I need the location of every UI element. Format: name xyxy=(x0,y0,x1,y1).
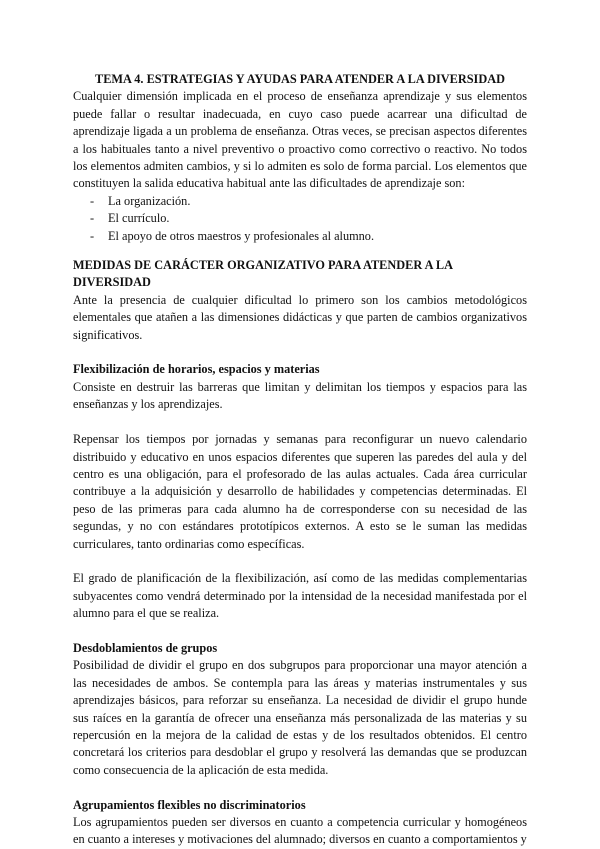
page-title: TEMA 4. ESTRATEGIAS Y AYUDAS PARA ATENDER A LA DIVERSIDAD xyxy=(95,72,505,86)
paragraph: Repensar los tiempos por jornadas y semanas para reconfigurar un nuevo calendario distribuido y educativo en unos espacios diferentes que superen las paredes del aula y del centro es una obligación, para el profesorado de las aulas actuales. Cada área curricular contribuye a la adquisición y desarrollo de habilidades y competencias determinadas. El peso de las primeras para cada alumno ha de corresponderse con su necesidad de las segundas, y no con estándares prototípicos externos. A esto se le suman las medidas curriculares, tanto ordinarias como específicas. xyxy=(73,432,527,551)
elements-list xyxy=(73,193,527,245)
intro-paragraph: Cualquier dimensión implicada en el proceso de enseñanza aprendizaje y sus elementos puede fallar o resultar inadecuada, en cuyo caso puede acarrear una dificultad de aprendizaje ligada a un problema de enseñanza. Otras veces, se precisan aspectos diferentes a los habituales tanto a nivel preventivo o proactivo como correctivo o reactivo. No todos los elementos admiten cambios, y si lo admiten es solo de forma parcial. Los elementos que constituyen la salida educativa habitual ante las dificultades de aprendizaje son: xyxy=(73,89,527,191)
spacer xyxy=(73,414,527,431)
list-item: - El currículo. xyxy=(73,210,527,227)
spacer xyxy=(73,553,527,570)
list-item: - El apoyo de otros maestros y profesionales al alumno. xyxy=(73,228,527,245)
section-heading: MEDIDAS DE CARÁCTER ORGANIZATIVO PARA ATENDER A LA DIVERSIDAD xyxy=(73,258,453,290)
subsection-heading: Agrupamientos flexibles no discriminatorios xyxy=(73,797,306,812)
paragraph: Posibilidad de dividir el grupo en dos subgrupos para proporcionar una mayor atención a las necesidades de ambos. Se contempla para las áreas y materias instrumentales y sus aprendizajes básicos, para reforzar su enseñanza. La necesidad de dividir el grupo hunde sus raíces en la garantía de ofrecer una enseñanza más personalizada de las materias y su repercusión en la mejora de la calidad de estas y de los resultados obtenidos. El centro concretará los criterios para desdoblar el grupo y resolverá las demandas que se produzcan como consecuencia de la aplicación de esta medida. xyxy=(73,658,527,777)
spacer xyxy=(73,779,527,796)
spacer xyxy=(73,344,527,361)
paragraph: El grado de planificación de la flexibilización, así como de las medidas complementarias subyacentes como vendrá determinado por la intensidad de la necesidad manifestada por el alumno para el que se realiza. xyxy=(73,571,527,621)
spacer xyxy=(73,623,527,640)
paragraph: Los agrupamientos pueden ser diversos en cuanto a competencia curricular y homogéneos en cuanto a intereses y motivaciones del alumnado; diversos en cuanto a comportamientos y xyxy=(73,814,527,847)
subsection-heading: Desdoblamientos de grupos xyxy=(73,640,218,655)
list-item: - La organización. xyxy=(73,193,527,210)
document-body xyxy=(73,71,527,849)
paragraph: Consiste en destruir las barreras que limitan y delimitan los tiempos y espacios para las enseñanzas y los aprendizajes. xyxy=(73,379,527,412)
subsection-heading: Flexibilización de horarios, espacios y materias xyxy=(73,362,320,377)
paragraph: Ante la presencia de cualquier dificultad lo primero son los cambios metodológicos elementales que atañen a las dimensiones didácticas y que parten de cambios organizativos significativos. xyxy=(73,292,527,342)
spacer xyxy=(73,245,527,257)
